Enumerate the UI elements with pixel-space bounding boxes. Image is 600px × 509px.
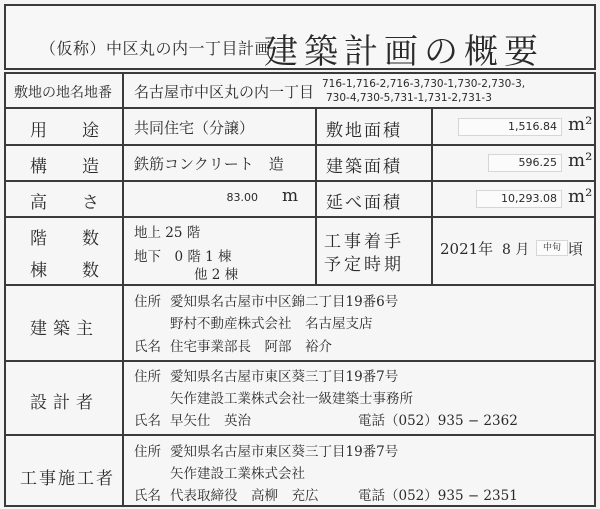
height-unit: m (282, 186, 299, 206)
column-divider (315, 107, 317, 284)
row-divider (6, 144, 596, 146)
owner-company: 野村不動産株式会社 名古屋支店 (170, 316, 373, 332)
contractor-address: 愛知県名古屋市東区葵三丁目19番7号 (170, 444, 399, 460)
contractor-name: 代表取締役 高柳 充広 (170, 488, 319, 504)
floors-other: 他 2 棟 (194, 267, 239, 283)
building-area-unit: m² (568, 150, 593, 171)
project-subtitle: （仮称）中区丸の内一丁目計画 (40, 39, 272, 58)
buildings-label: 棟 数 (30, 261, 100, 281)
height-value: 83.00 (226, 191, 258, 204)
schedule-label-line1: 工事着手 (324, 232, 404, 252)
site-area-unit: m² (568, 114, 593, 135)
structure-value: 鉄筋コンクリート 造 (134, 155, 284, 173)
row-divider (6, 107, 596, 109)
owner-address: 愛知県名古屋市中区錦二丁目19番6号 (170, 294, 399, 310)
designer-name: 早矢仕 英治 (170, 413, 251, 429)
schedule-period: 中旬 (536, 240, 568, 256)
page-title: 建築計画の概要 (264, 32, 544, 72)
column-divider (122, 74, 124, 507)
building-area-value: 596.25 (488, 154, 562, 172)
designer-address-label: 住所 (134, 369, 161, 385)
site-area-value: 1,516.84 (458, 118, 562, 136)
schedule-label-line2: 予定時期 (324, 255, 404, 275)
schedule-year: 2021年 (440, 240, 494, 258)
designer-address: 愛知県名古屋市東区葵三丁目19番7号 (170, 369, 399, 385)
floor-area-label: 延べ面積 (326, 193, 402, 213)
info-table (4, 72, 596, 507)
building-area-label: 建築面積 (326, 157, 402, 177)
owner-label: 建築主 (30, 319, 99, 339)
contractor-label: 工事施工者 (20, 469, 115, 489)
lot-numbers-line1: 716-1,716-2,716-3,730-1,730-2,730-3, (322, 78, 526, 90)
designer-phone: 電話（052）935 − 2362 (358, 413, 518, 429)
floors-label: 階 数 (30, 229, 100, 249)
contractor-phone: 電話（052）935 − 2351 (358, 488, 518, 504)
floors-below: 地下 0 階 1 棟 (134, 249, 232, 265)
floors-above: 地上 25 階 (134, 225, 201, 241)
owner-name: 住宅事業部長 阿部 裕介 (170, 339, 332, 355)
site-address: 名古屋市中区丸の内一丁目 (134, 83, 315, 101)
structure-label: 構 造 (30, 157, 100, 177)
designer-company: 矢作建設工業株式会社一級建築士事務所 (170, 391, 413, 407)
site-location-label: 敷地の地名地番 (14, 85, 112, 101)
schedule-suffix: 頃 (568, 240, 584, 258)
row-divider (6, 434, 596, 436)
owner-name-label: 氏名 (134, 339, 161, 355)
use-label: 用 途 (30, 121, 100, 141)
row-divider (6, 284, 596, 286)
title-area (4, 4, 596, 70)
floor-area-value: 10,293.08 (476, 190, 562, 208)
height-label: 高 さ (30, 193, 100, 213)
row-divider (6, 180, 596, 182)
designer-label: 設計者 (30, 393, 99, 413)
owner-address-label: 住所 (134, 294, 161, 310)
lot-numbers-line2: 730-4,730-5,731-1,731-2,731-3 (326, 92, 492, 104)
site-area-label: 敷地面積 (326, 121, 402, 141)
use-value: 共同住宅（分譲） (134, 119, 255, 137)
contractor-company: 矢作建設工業株式会社 (170, 466, 305, 482)
floor-area-unit: m² (568, 186, 593, 207)
contractor-address-label: 住所 (134, 444, 161, 460)
schedule-month: 8 月 (502, 242, 530, 258)
row-divider (6, 216, 596, 218)
column-divider (431, 107, 433, 284)
row-divider (6, 360, 596, 362)
contractor-name-label: 氏名 (134, 488, 161, 504)
designer-name-label: 氏名 (134, 413, 161, 429)
